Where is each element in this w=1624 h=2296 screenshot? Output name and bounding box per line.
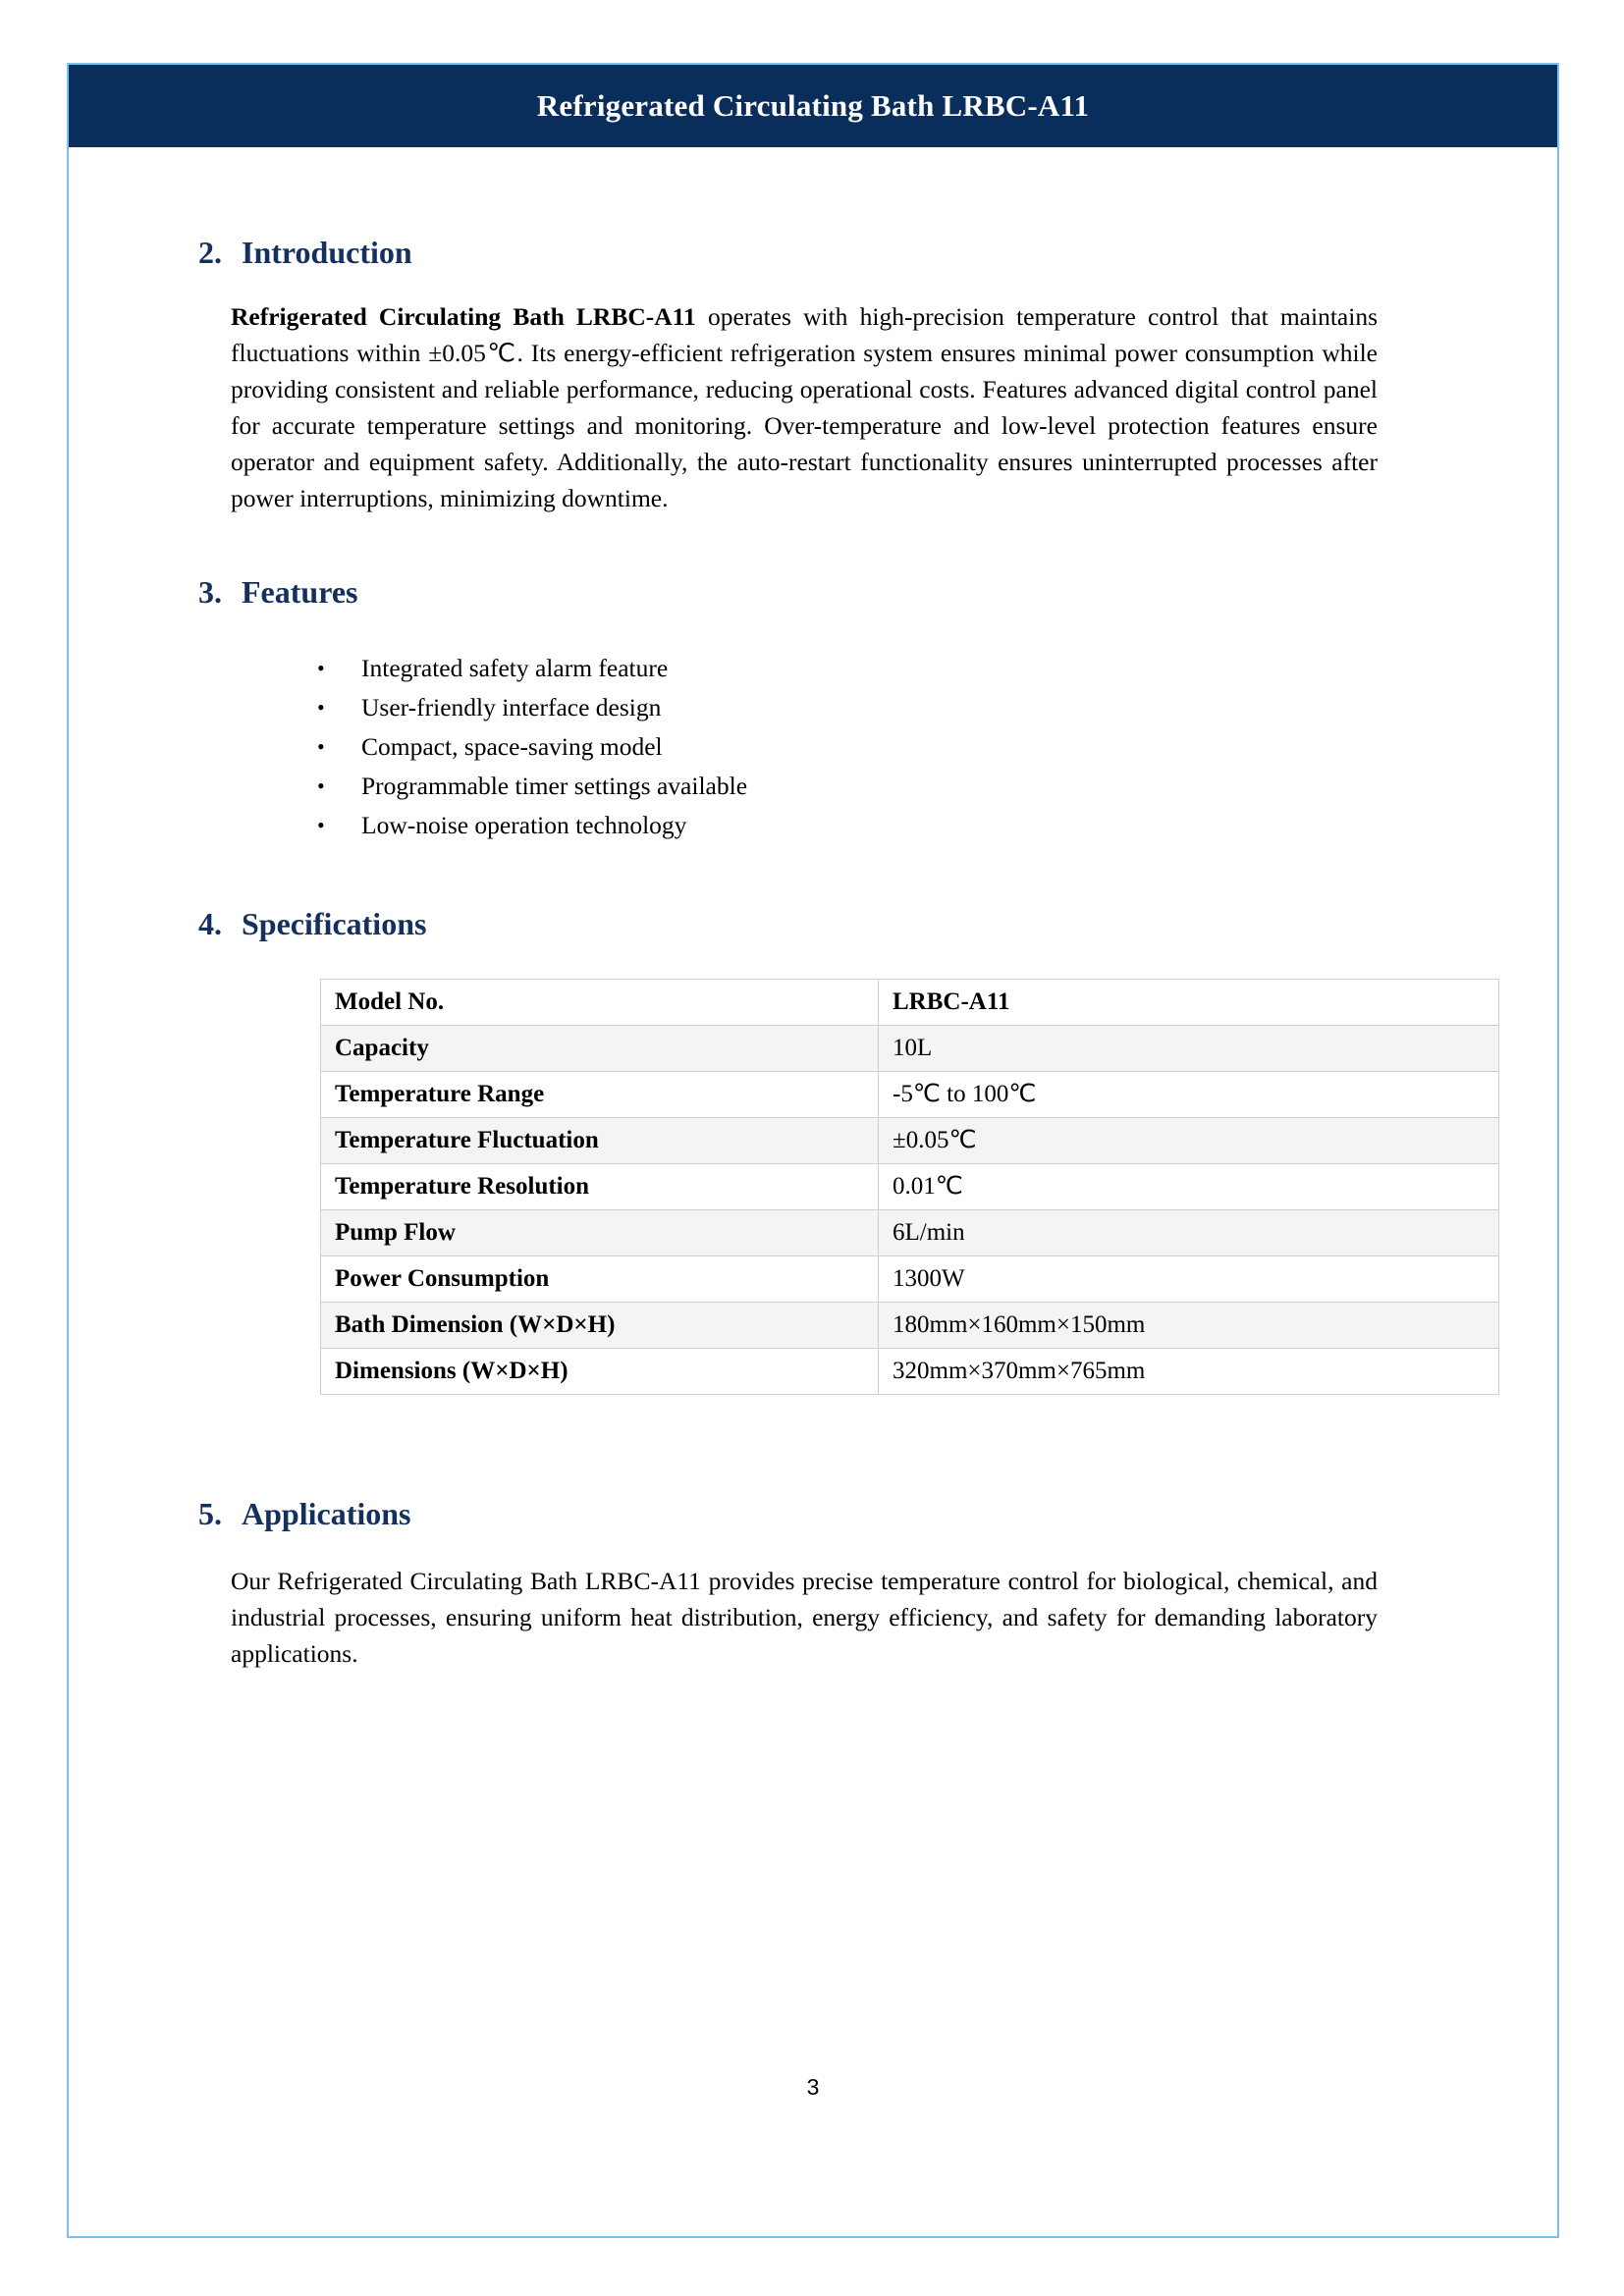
table-cell-value: LRBC-A11: [879, 980, 1499, 1026]
table-cell-key: Capacity: [321, 1026, 879, 1072]
section-features: [69, 574, 1557, 845]
table-cell-key: Dimensions (W×D×H): [321, 1349, 879, 1395]
bullet-icon: •: [317, 656, 325, 680]
table-row: [321, 1256, 1499, 1303]
section-introduction: [69, 235, 1557, 516]
list-item: [69, 767, 1557, 806]
applications-paragraph: Our Refrigerated Circulating Bath LRBC-A11 provides precise temperature control for biological, chemical, and industrial processes, ensuring uniform heat distribution, energy efficiency, and safety for demanding laboratory applications.: [231, 1567, 1378, 1668]
table-row: [321, 1210, 1499, 1256]
table-cell-value: 180mm×160mm×150mm: [879, 1303, 1499, 1349]
page-number: 3: [806, 2074, 820, 2100]
list-item: [69, 727, 1557, 767]
heading-applications: [69, 1496, 1557, 1532]
table-cell-key: Power Consumption: [321, 1256, 879, 1303]
list-item: [69, 806, 1557, 845]
table-cell-value: 1300W: [879, 1256, 1499, 1303]
table-row: [321, 980, 1499, 1026]
table-cell-key: Temperature Resolution: [321, 1164, 879, 1210]
list-item-label: User-friendly interface design: [361, 693, 662, 721]
list-item-label: Low-noise operation technology: [361, 811, 687, 839]
heading-number: 5.: [198, 1496, 222, 1531]
bullet-icon: •: [317, 734, 325, 759]
introduction-body: operates with high-precision temperature control that maintains fluctuations within ±0.05℃. Its energy-efficient refrigeration system ensures minimal power consumption while providing consistent and reliable performance, reducing operational costs. Features advanced digital control panel for accurate temperature settings and monitoring. Over-temperature and low-level protection features ensure operator and equipment safety. Additionally, the auto-restart functionality ensures uninterrupted processes after power interruptions, minimizing downtime.: [231, 302, 1378, 512]
table-row: [321, 1118, 1499, 1164]
table-row: [321, 1072, 1499, 1118]
page-header-bar: [69, 65, 1557, 147]
table-row: [321, 1164, 1499, 1210]
table-cell-value: -5℃ to 100℃: [879, 1072, 1499, 1118]
features-list: [69, 649, 1557, 845]
table-cell-key: Pump Flow: [321, 1210, 879, 1256]
table-cell-key: Temperature Fluctuation: [321, 1118, 879, 1164]
heading-label: Specifications: [242, 906, 427, 941]
table-cell-value: ±0.05℃: [879, 1118, 1499, 1164]
heading-label: Applications: [242, 1496, 411, 1531]
table-cell-value: 320mm×370mm×765mm: [879, 1349, 1499, 1395]
specifications-table: [320, 979, 1499, 1395]
bullet-icon: •: [317, 695, 325, 720]
section-specifications: [69, 906, 1557, 1395]
table-cell-value: 10L: [879, 1026, 1499, 1072]
table-cell-value: 0.01℃: [879, 1164, 1499, 1210]
table-cell-value: 6L/min: [879, 1210, 1499, 1256]
section-applications: [69, 1496, 1557, 1672]
heading-number: 3.: [198, 574, 222, 610]
heading-number: 4.: [198, 906, 222, 941]
table-cell-key: Model No.: [321, 980, 879, 1026]
introduction-paragraph: [69, 298, 1557, 516]
heading-introduction: [69, 235, 1557, 271]
list-item: [69, 649, 1557, 688]
list-item-label: Compact, space-saving model: [361, 732, 663, 761]
list-item: [69, 688, 1557, 727]
list-item-label: Programmable timer settings available: [361, 772, 748, 800]
document-page: [67, 63, 1559, 2238]
heading-label: Features: [242, 574, 358, 610]
heading-features: [69, 574, 1557, 611]
table-cell-key: Bath Dimension (W×D×H): [321, 1303, 879, 1349]
table-cell-key: Temperature Range: [321, 1072, 879, 1118]
table-row: [321, 1026, 1499, 1072]
list-item-label: Integrated safety alarm feature: [361, 654, 669, 682]
table-row: [321, 1303, 1499, 1349]
document-content: [69, 147, 1557, 1672]
bullet-icon: •: [317, 774, 325, 798]
introduction-lead: Refrigerated Circulating Bath LRBC-A11: [231, 302, 696, 331]
heading-label: Introduction: [242, 235, 412, 270]
page-title: Refrigerated Circulating Bath LRBC-A11: [536, 88, 1090, 123]
heading-specifications: [69, 906, 1557, 942]
bullet-icon: •: [317, 813, 325, 837]
table-row: [321, 1349, 1499, 1395]
heading-number: 2.: [198, 235, 222, 270]
